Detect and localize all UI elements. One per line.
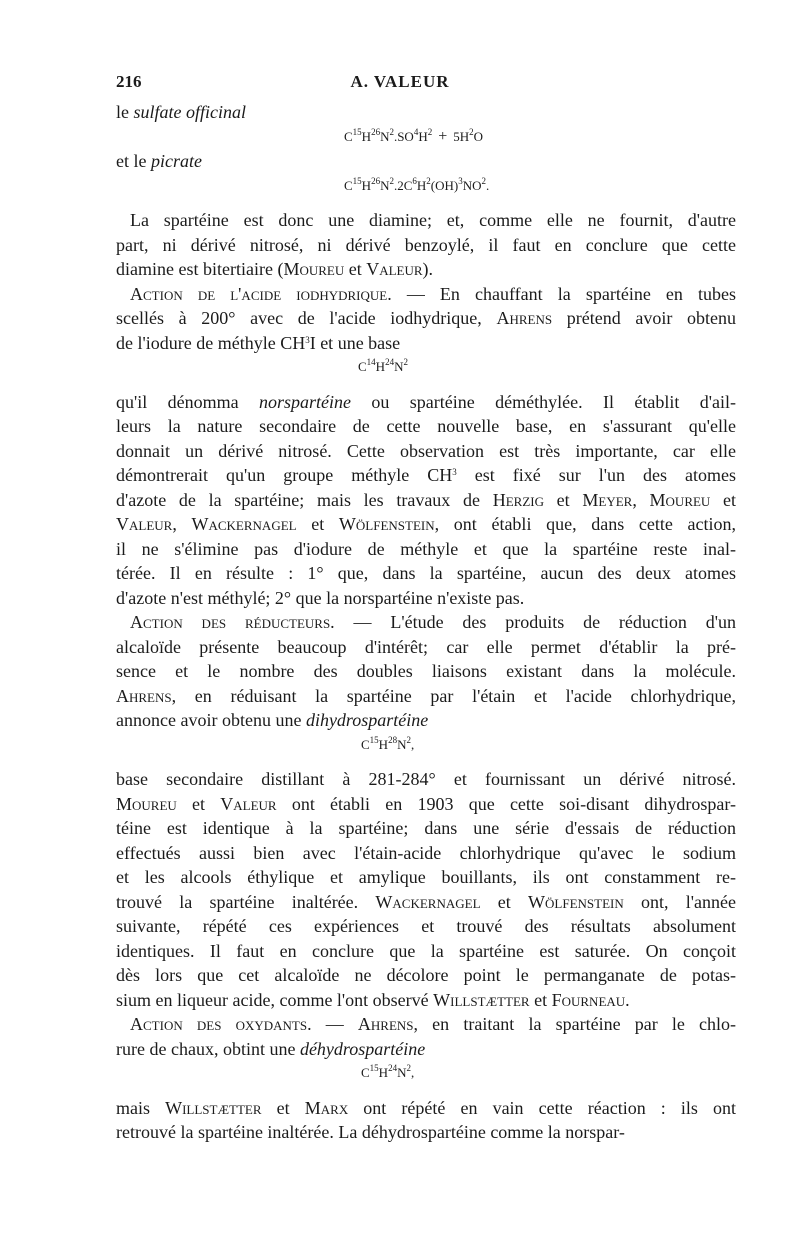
text-run: qu'il dénomma (116, 391, 260, 412)
text-run: N (397, 736, 407, 752)
small-caps-name: Willstætter (165, 1097, 262, 1118)
page-number: 216 (116, 72, 142, 91)
text-line (116, 586, 736, 611)
text-run: diamine est bitertiaire ( (116, 259, 284, 279)
text-line (116, 100, 736, 125)
small-caps-name: Moureu (283, 259, 345, 279)
text-run: N (380, 177, 390, 193)
text-run: , (410, 1065, 415, 1080)
text-run: ont établi en 1903 que cette soi-disant dihydrospar- (276, 793, 736, 814)
small-caps-name: Ahrens (357, 1014, 414, 1034)
text-run: C (344, 177, 353, 193)
text-run: . (485, 177, 490, 193)
text-run: .SO (393, 128, 414, 144)
text-run: suivante, répété ces expériences et trouvé des résultats absolument (116, 916, 736, 936)
text-run: , ont établi que, dans cette action, (434, 514, 737, 534)
text-run: et (543, 489, 583, 510)
text-run: base secondaire distillant à 281-284° et fournissant un dérivé nitrosé. (116, 769, 736, 789)
plus-sign: + (434, 127, 452, 145)
text-run: démontrerait qu'un groupe méthyle CH (116, 465, 453, 485)
text-run: d'azote de la spartéine; mais les travaux de (116, 489, 493, 510)
superscript: 26 (371, 175, 381, 186)
superscript: 2 (403, 357, 408, 367)
spacer (116, 1086, 736, 1096)
text-run: C (358, 359, 367, 374)
text-line (116, 1037, 736, 1062)
spacer (116, 198, 736, 208)
text-run: identiques. Il faut en conclure que la spartéine est saturée. On conçoit (116, 940, 736, 961)
text-line (116, 1120, 736, 1145)
text-line (116, 988, 736, 1013)
text-line (116, 390, 736, 415)
small-caps-name: Marx (304, 1097, 349, 1118)
text-run: H (361, 128, 372, 144)
superscript: 15 (369, 734, 379, 745)
text-run: H (375, 359, 386, 374)
text-run: ou spartéine déméthylée. Il établit d'ail- (351, 391, 736, 412)
text-run: térée. Il en résulte : 1° que, dans la spartéine, aucun des deux atomes (116, 563, 736, 583)
text-run: et (261, 1097, 305, 1118)
text-run: trouvé la spartéine inaltérée. (116, 891, 376, 912)
text-line (116, 610, 736, 635)
text-line (116, 635, 736, 660)
text-run: part, ni dérivé nitrosé, ni dérivé benzoylé, il faut en conclure que cette (116, 234, 736, 255)
superscript: 2 (426, 175, 431, 186)
small-caps-name: Action des oxydants. (130, 1014, 312, 1034)
text-run: H (361, 177, 372, 193)
chemical-formula (116, 355, 736, 380)
text-line (116, 865, 736, 890)
small-caps-name: Ahrens (116, 685, 172, 706)
paragraph (116, 390, 736, 611)
small-caps-name: Ahrens (496, 308, 553, 328)
paragraph (116, 282, 736, 356)
text-run: N (394, 359, 404, 374)
text-run: . (625, 989, 630, 1010)
text-run: et (529, 989, 552, 1010)
small-caps-name: Fourneau (551, 989, 626, 1010)
chemical-formula (116, 174, 736, 199)
text-run: , en traitant la spartéine par le chlo- (413, 1014, 736, 1034)
superscript: 15 (352, 126, 362, 137)
small-caps-name: Valeur (220, 793, 277, 814)
text-run: et (344, 259, 367, 279)
text-line (116, 914, 736, 939)
superscript: 3 (305, 334, 310, 345)
spacer (116, 380, 736, 390)
text-run: alcaloïde présente beaucoup d'intérêt; car elle permet d'établir la pré- (116, 636, 736, 657)
text-run: sence et le nombre des doubles liaisons existant dans la molécule. (116, 661, 736, 681)
text-line (116, 890, 736, 915)
text-line (116, 537, 736, 562)
text-line (116, 208, 736, 233)
text-run: dès lors que cet alcaloïde ne décolore point le permanganate de potas- (116, 965, 736, 985)
text-line (116, 939, 736, 964)
text-run: donnait un dérivé nitrosé. Cette observation est très importante, car elle (116, 440, 736, 461)
text-line (116, 149, 736, 174)
text-line (116, 331, 736, 356)
text-run: rure de chaux, obtint une (116, 1038, 300, 1059)
running-title: A. VALEUR (350, 72, 450, 91)
superscript: 15 (369, 1063, 379, 1073)
text-run: C (361, 1065, 370, 1080)
text-run: O (473, 128, 484, 144)
chemical-formula (116, 1061, 736, 1086)
text-run: — (311, 1014, 358, 1034)
text-run: ). (422, 259, 434, 279)
text-run: de l'iodure de méthyle CH (116, 332, 306, 353)
text-line (116, 463, 736, 488)
small-caps-name: Wackernagel (375, 891, 481, 912)
text-run: d'azote n'est méthylé; 2° que la norspartéine n'existe pas. (116, 587, 525, 608)
paragraph (116, 208, 736, 282)
text-line (116, 792, 736, 817)
superscript: 2 (469, 126, 474, 137)
superscript: 3 (452, 467, 457, 477)
superscript: 24 (388, 1063, 398, 1073)
small-caps-name: Valeur (366, 259, 423, 279)
text-line (116, 439, 736, 464)
text-line (116, 841, 736, 866)
superscript: 2 (427, 126, 433, 137)
small-caps-name: Willstætter (433, 989, 530, 1010)
text-run: ont, l'année (623, 891, 736, 912)
text-line (116, 963, 736, 988)
text-run: est fixé sur l'un des atomes (456, 465, 736, 485)
italic-term: picrate (150, 151, 202, 171)
text-run: , (410, 736, 415, 752)
page-header (0, 72, 800, 96)
text-run: C (344, 128, 353, 144)
text-run: La spartéine est donc une diamine; et, comme elle ne fournit, d'autre (130, 210, 736, 230)
text-run: téine est identique à la spartéine; dans une série d'essais de réduction (116, 818, 736, 838)
text-line (116, 306, 736, 331)
text-run: , (632, 489, 650, 510)
text-run: il ne s'élimine pas d'iodure de méthyle et que la spartéine reste inal- (116, 538, 736, 559)
small-caps-name: Moureu (649, 489, 711, 510)
text-run: N (380, 128, 390, 144)
text-run: H (378, 1065, 389, 1080)
superscript: 2 (481, 175, 486, 186)
text-line (116, 708, 736, 733)
text-run: C (361, 736, 370, 752)
text-run: sium en liqueur acide, comme l'ont observé (116, 989, 434, 1010)
text-run: I et une base (309, 332, 401, 353)
spacer (116, 757, 736, 767)
superscript: 2 (406, 1063, 411, 1073)
superscript: 26 (371, 126, 381, 137)
text-run: le (116, 102, 134, 122)
page-body (116, 100, 736, 1145)
italic-term: sulfate officinal (133, 102, 246, 122)
text-run: scellés à 200° avec de l'acide iodhydrique, (116, 308, 497, 328)
text-run: prétend avoir obtenu (552, 308, 737, 328)
text-run: ont répété en vain cette réaction : ils ont (348, 1097, 737, 1118)
text-line (116, 512, 736, 537)
paragraph (116, 1012, 736, 1061)
paragraph (116, 767, 736, 1012)
small-caps-name: Herzig (492, 489, 544, 510)
text-run: retrouvé la spartéine inaltérée. La déhydrospartéine comme la norspar- (116, 1122, 625, 1142)
small-caps-name: Moureu (116, 793, 177, 814)
text-line (116, 282, 736, 307)
text-run: et (710, 489, 736, 510)
text-run: et le (116, 151, 151, 171)
text-run: et (480, 891, 529, 912)
text-run: (OH) (430, 177, 459, 193)
paragraph (116, 610, 736, 733)
text-line (116, 257, 736, 282)
text-line (116, 233, 736, 258)
text-run: H (416, 177, 427, 193)
superscript: 2 (389, 175, 394, 186)
text-line (116, 1096, 736, 1121)
chemical-formula (116, 733, 736, 758)
chemical-formula (116, 125, 736, 150)
text-run: et les alcools éthylique et amylique bouillants, ils ont constamment re- (116, 867, 736, 887)
small-caps-name: Wölfenstein (528, 891, 624, 912)
italic-term: déhydrospartéine (299, 1038, 426, 1059)
superscript: 6 (412, 175, 417, 186)
small-caps-name: Valeur (116, 514, 173, 534)
text-line (116, 684, 736, 709)
italic-term: dihydrospartéine (305, 710, 429, 730)
superscript: 14 (366, 357, 376, 367)
text-line (116, 1012, 736, 1037)
superscript: 15 (352, 175, 362, 186)
text-line (116, 561, 736, 586)
text-run: mais (116, 1097, 166, 1118)
text-run: N (397, 1065, 407, 1080)
text-run: et (296, 514, 339, 534)
small-caps-name: Wackernagel (191, 514, 297, 534)
text-line (116, 767, 736, 792)
text-line (116, 816, 736, 841)
text-run: 5H (453, 128, 470, 144)
superscript: 2 (406, 734, 411, 745)
small-caps-name: Meyer (582, 489, 633, 510)
superscript: 24 (385, 357, 395, 367)
text-line (116, 659, 736, 684)
superscript: 4 (413, 126, 419, 137)
text-run: , en réduisant la spartéine par l'étain et l'acide chlorhydrique, (171, 685, 736, 706)
text-run: H (378, 736, 389, 752)
small-caps-name: Action de l'acide iodhydrique. (130, 283, 392, 304)
paragraph (116, 1096, 736, 1145)
small-caps-name: Wölfenstein (338, 514, 435, 534)
superscript: 2 (389, 126, 394, 137)
text-run: et (176, 793, 221, 814)
small-caps-name: Action des réducteurs. (130, 612, 335, 632)
text-run: NO (462, 177, 482, 193)
text-run: effectués aussi bien avec l'étain-acide chlorhydrique qu'avec le sodium (116, 842, 736, 863)
text-run: — En chauffant la spartéine en tubes (391, 283, 736, 304)
text-run: annonce avoir obtenu une (116, 710, 306, 730)
text-run: , (172, 514, 192, 534)
text-run: .2C (393, 177, 413, 193)
superscript: 3 (458, 175, 463, 186)
text-run: — L'étude des produits de réduction d'un (334, 612, 736, 632)
text-run: leurs la nature secondaire de cette nouvelle base, en s'assurant qu'elle (116, 416, 736, 436)
text-line (116, 414, 736, 439)
superscript: 28 (388, 734, 398, 745)
text-line (116, 488, 736, 513)
text-run: H (418, 128, 428, 144)
italic-term: norspartéine (259, 391, 352, 412)
